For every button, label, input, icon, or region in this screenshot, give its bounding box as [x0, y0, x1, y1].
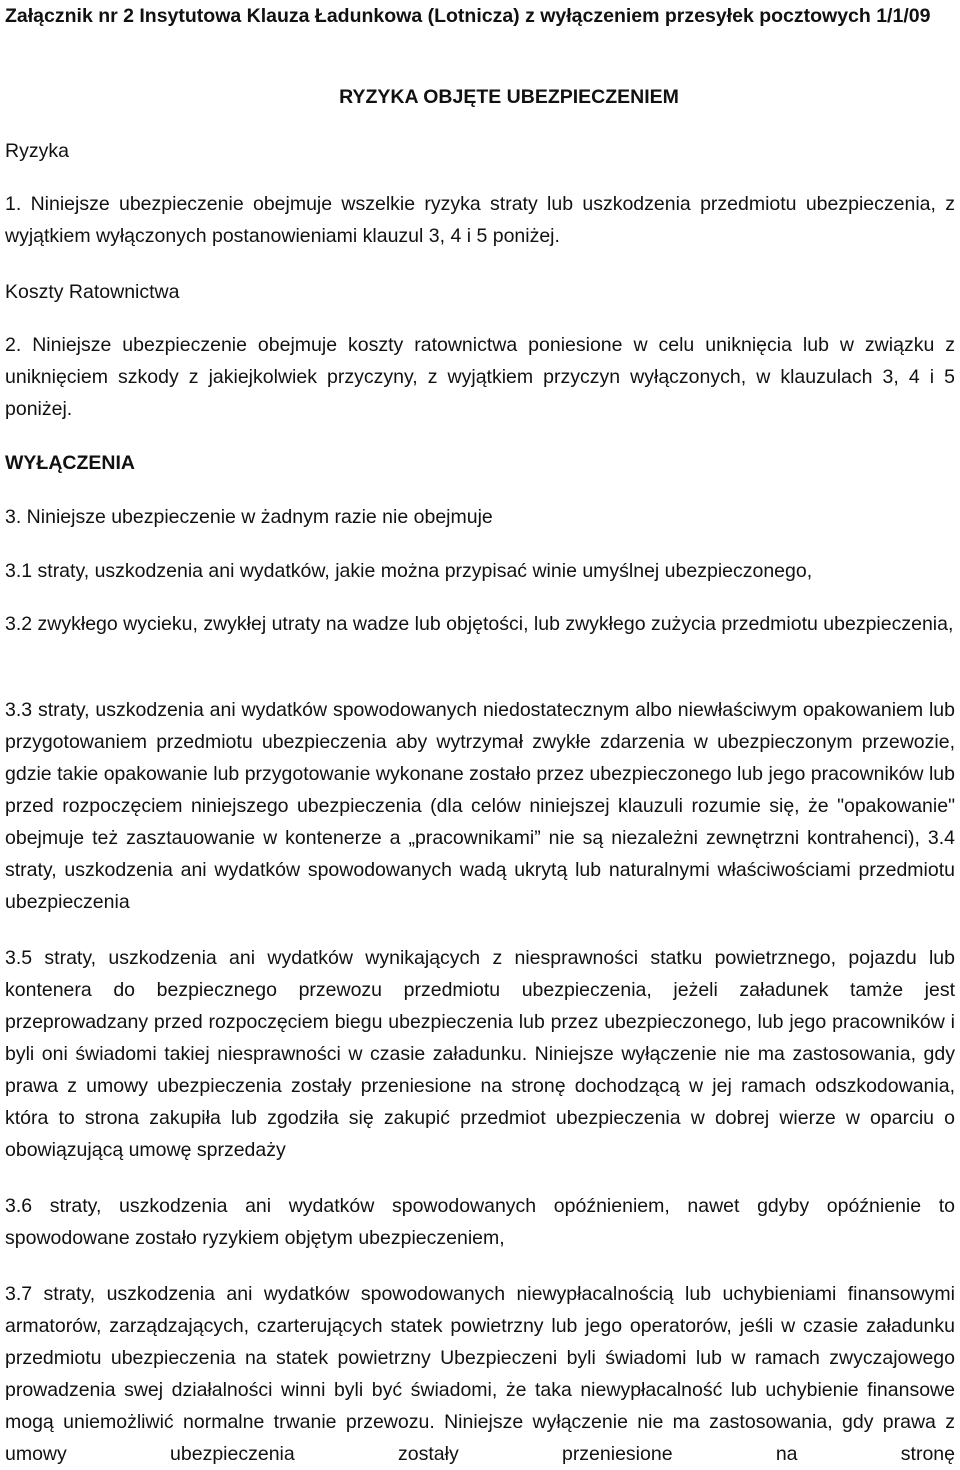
- paragraph-3-3: 3.3 straty, uszkodzenia ani wydatków spowodowanych niedostatecznym albo niewłaściwym opakowaniem lub przygotowaniem przedmiotu ubezpieczenia aby wytrzymał zwykłe zdarzenia w ubezpieczonym przewozie, gdzie takie opakowanie lub przygotowanie wykonane zostało przez ubezpieczonego lub jego pracowników lub przed rozpoczęciem niniejszego ubezpieczenia (dla celów niniejszej klauzuli rozumie się, że "opakowanie" obejmuje też zasztauowanie w kontenerze a „pracownikami” nie są niezależni zewnętrzni kontrahenci), 3.4 straty, uszkodzenia ani wydatków spowodowanych wadą ukrytą lub naturalnymi właściwościami przedmiotu ubezpieczenia: [5, 699, 955, 913]
- paragraph-3-7: 3.7 straty, uszkodzenia ani wydatków spowodowanych niewypłacalnością lub uchybieniami finansowymi armatorów, zarządzających, czarterujących statek powietrzny lub jego operatorów, jeśli w czasie załadunku przedmiotu ubezpieczenia na statek powietrzny Ubezpieczeni byli świadomi lub w ramach zwyczajowego prowadzenia swej działalności winni byli być świadomi, że taka niewypłacalność lub uchybienie finansowe mogą uniemożliwić normalne trwanie przewozu. Niniejsze wyłączenie nie ma zastosowania, gdy prawa z umowy ubezpieczenia zostały przeniesione na stronę: [5, 1283, 955, 1465]
- paragraph-3-5: 3.5 straty, uszkodzenia ani wydatków wynikających z niesprawności statku powietrznego, pojazdu lub kontenera do bezpiecznego przewozu przedmiotu ubezpieczenia, jeżeli załadunek tamże jest przeprowadzany przed rozpoczęciem biegu ubezpieczenia lub przez ubezpieczonego, lub jego pracowników i byli oni świadomi takiej niesprawności w czasie załadunku. Niniejsze wyłączenie nie ma zastosowania, gdy prawa z umowy ubezpieczenia zostały przeniesione na stronę dochodzącą w jej ramach odszkodowania, która to strona zakupiła lub zgodziła się zakupić przedmiot ubezpieczenia w dobrej wierze w oparciu o obowiązującą umowę sprzedaży: [5, 947, 955, 1161]
- section-label-wylaczenia: WYŁĄCZENIA: [5, 452, 135, 474]
- section-label-koszty-ratownictwa: Koszty Ratownictwa: [5, 281, 180, 303]
- paragraph-1: 1. Niniejsze ubezpieczenie obejmuje wszelkie ryzyka straty lub uszkodzenia przedmiotu ubezpieczenia, z wyjątkiem wyłączonych postanowieniami klauzul 3, 4 i 5 poniżej.: [5, 193, 955, 247]
- paragraph-3-6: 3.6 straty, uszkodzenia ani wydatków spowodowanych opóźnieniem, nawet gdyby opóźnienie to spowodowane zostało ryzykiem objętym ubezpieczeniem,: [5, 1195, 955, 1249]
- main-heading: RYZYKA OBJĘTE UBEZPIECZENIEM: [339, 86, 679, 108]
- paragraph-3-2: 3.2 zwykłego wycieku, zwykłej utraty na wadze lub objętości, lub zwykłego zużycia przedmiotu ubezpieczenia,: [5, 613, 954, 635]
- paragraph-3-1: 3.1 straty, uszkodzenia ani wydatków, jakie można przypisać winie umyślnej ubezpieczonego,: [5, 560, 813, 582]
- document-title: Załącznik nr 2 Insytutowa Klauza Ładunkowa (Lotnicza) z wyłączeniem przesyłek pocztowych 1/1/09: [5, 5, 931, 27]
- paragraph-2: 2. Niniejsze ubezpieczenie obejmuje koszty ratownictwa poniesione w celu uniknięcia lub w związku z uniknięciem szkody z jakiejkolwiek przyczyny, z wyjątkiem przyczyn wyłączonych, w klauzulach 3, 4 i 5 poniżej.: [5, 334, 955, 420]
- paragraph-3: 3. Niniejsze ubezpieczenie w żadnym razie nie obejmuje: [5, 506, 493, 528]
- section-label-ryzyka: Ryzyka: [5, 140, 69, 162]
